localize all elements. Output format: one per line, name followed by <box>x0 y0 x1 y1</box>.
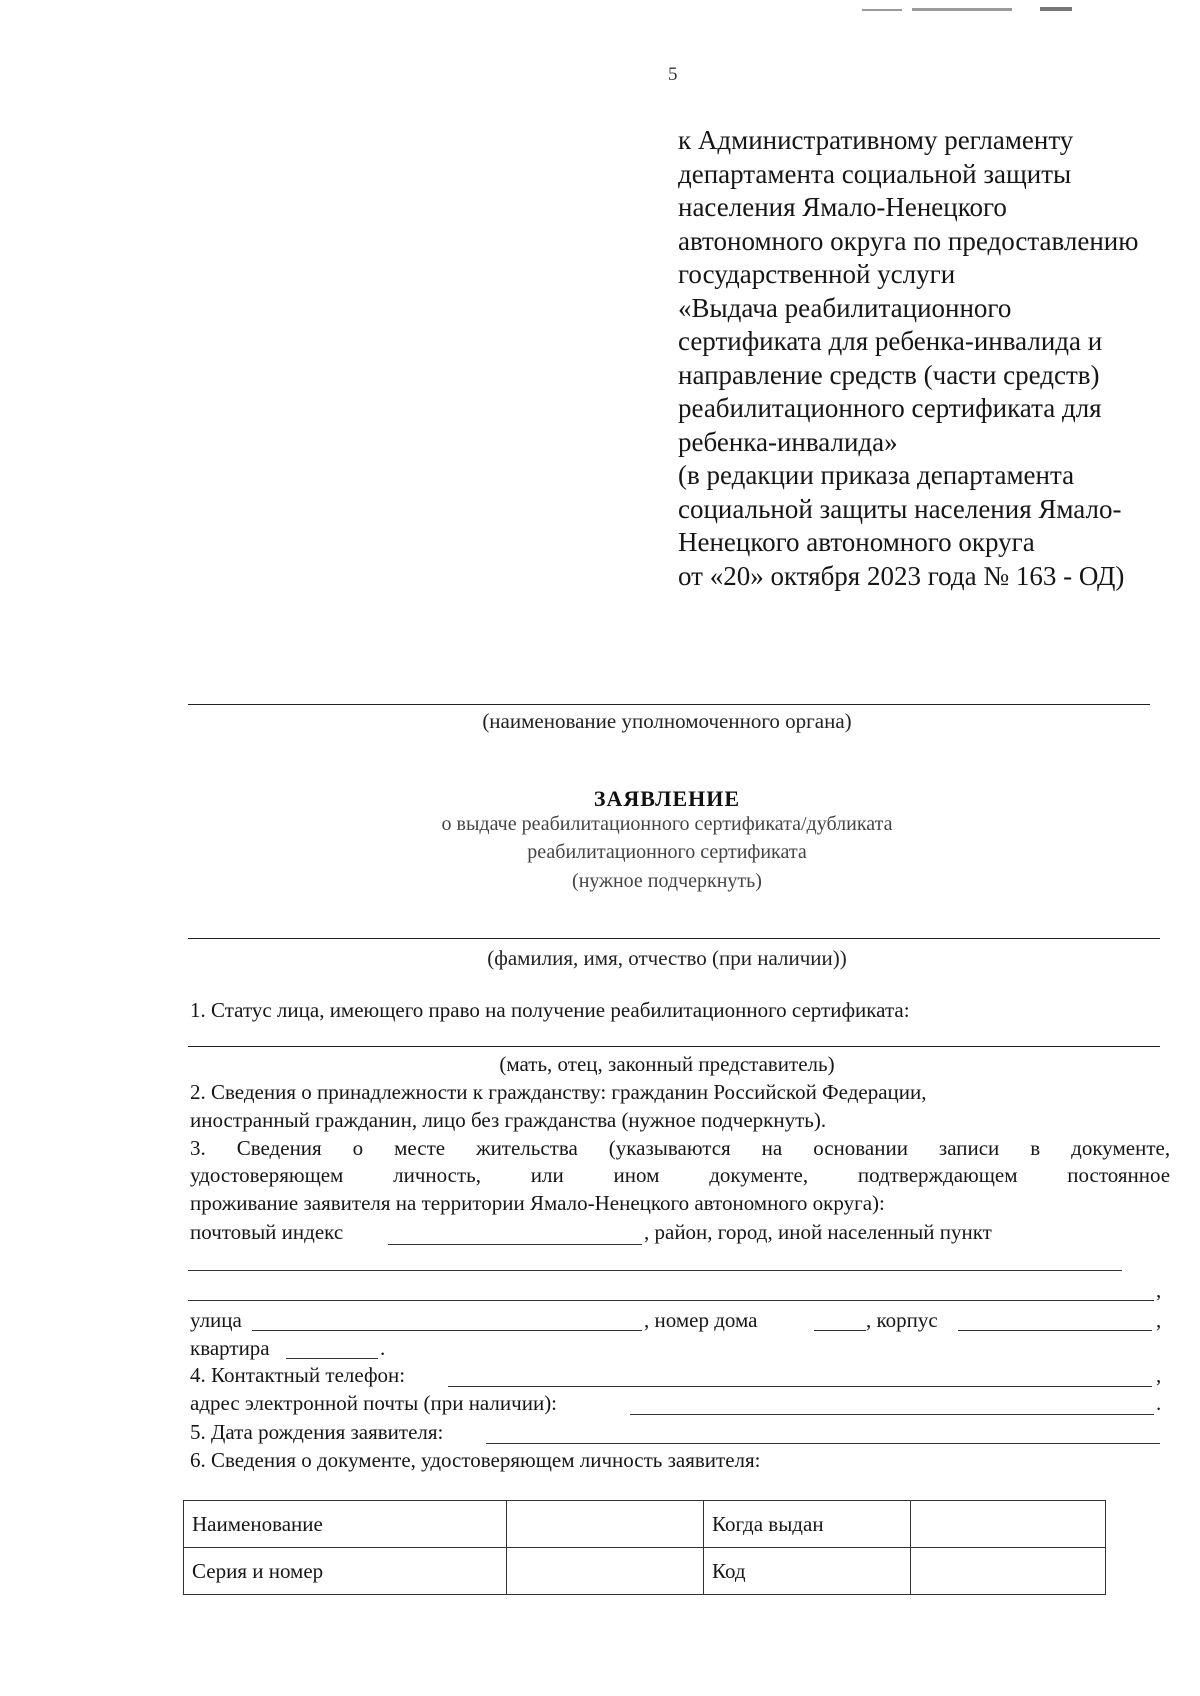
item-2-line: 2. Сведения о принадлежности к гражданству: гражданин Российской Федерации, <box>190 1080 927 1104</box>
appendix-block <box>678 124 1138 593</box>
building-comma: , <box>1156 1308 1162 1332</box>
building-label: , корпус <box>866 1308 938 1332</box>
table-cell-issued-label: Когда выдан <box>704 1501 911 1548</box>
postal-index-label: почтовый индекс <box>190 1220 344 1244</box>
authority-field-line[interactable] <box>188 704 1150 705</box>
appendix-line: от «20» октября 2023 года № 163 - ОД) <box>678 560 1125 591</box>
phone-comma: , <box>1156 1363 1162 1387</box>
birthdate-field[interactable] <box>486 1443 1160 1444</box>
appendix-line: социальной защиты населения Ямало- <box>678 493 1122 524</box>
house-number-field[interactable] <box>814 1330 866 1331</box>
id-document-table <box>183 1500 1106 1595</box>
street-label: улица <box>190 1308 242 1332</box>
apartment-label: квартира <box>190 1336 270 1360</box>
street-field[interactable] <box>252 1330 642 1331</box>
appendix-line: ребенка-инвалида» <box>678 426 898 457</box>
appendix-line: автономного округа по предоставлению <box>678 225 1139 256</box>
appendix-line: направление средств (части средств) <box>678 359 1100 390</box>
document-title: ЗАЯВЛЕНИЕ <box>593 786 741 811</box>
scan-mark <box>1040 7 1072 11</box>
apartment-period: . <box>380 1336 386 1360</box>
locality-field-line-1[interactable] <box>188 1270 1122 1271</box>
birthdate-label: 5. Дата рождения заявителя: <box>190 1420 444 1444</box>
table-cell-issued-value[interactable] <box>911 1501 1106 1548</box>
item-3-line-1: 3. Сведения о месте жительства (указываются на основании записи в документе, <box>190 1136 1171 1160</box>
appendix-line: Ненецкого автономного округа <box>678 527 1035 557</box>
appendix-line: (в редакции приказа департамента <box>678 460 1075 490</box>
appendix-line: реабилитационного сертификата для <box>678 393 1102 423</box>
table-row <box>184 1548 1106 1595</box>
table-cell-series-label: Серия и номер <box>184 1548 507 1595</box>
email-label: адрес электронной почты (при наличии): <box>190 1391 558 1415</box>
appendix-line: государственной услуги <box>678 259 956 289</box>
house-label: , номер дома <box>644 1308 758 1332</box>
appendix-line: сертификата для ребенка-инвалида и <box>678 326 1103 356</box>
fio-caption: (фамилия, имя, отчество (при наличии)) <box>487 946 847 970</box>
table-cell-code-value[interactable] <box>911 1548 1106 1595</box>
appendix-line: «Выдача реабилитационного <box>678 292 1012 323</box>
locality-field-line-2[interactable] <box>188 1300 1154 1301</box>
scan-mark <box>862 9 902 11</box>
phone-label: 4. Контактный телефон: <box>190 1363 406 1387</box>
item-3-line-2: удостоверяющем личность, или ином документе, подтверждающем постоянное <box>190 1163 1171 1187</box>
email-field[interactable] <box>630 1414 1154 1415</box>
table-cell-name-label: Наименование <box>184 1501 507 1548</box>
status-caption: (мать, отец, законный представитель) <box>499 1052 835 1076</box>
id-document-label: 6. Сведения о документе, удостоверяющем личность заявителя: <box>190 1448 761 1472</box>
item-1-text: 1. Статус лица, имеющего право на получение реабилитационного сертификата: <box>190 998 910 1022</box>
fio-field-line[interactable] <box>188 938 1160 939</box>
postal-index-field[interactable] <box>388 1244 642 1245</box>
locality-label: , район, город, иной населенный пункт <box>644 1220 992 1244</box>
phone-field[interactable] <box>448 1386 1152 1387</box>
locality-comma: , <box>1156 1278 1162 1302</box>
appendix-line: департамента социальной защиты <box>678 158 1072 189</box>
subtitle-line: о выдаче реабилитационного сертификата/дубликата <box>441 813 893 835</box>
status-field-line[interactable] <box>188 1046 1160 1047</box>
authority-caption: (наименование уполномоченного органа) <box>482 709 852 733</box>
appendix-line: к Административному регламенту <box>678 125 1074 155</box>
item-3-line-3: проживание заявителя на территории Ямало-Ненецкого автономного округа): <box>190 1191 885 1215</box>
building-field[interactable] <box>958 1330 1152 1331</box>
table-cell-series-value[interactable] <box>507 1548 704 1595</box>
apartment-field[interactable] <box>286 1358 378 1359</box>
subtitle-line: реабилитационного сертификата <box>527 841 807 863</box>
page-number: 5 <box>668 64 678 85</box>
subtitle-line: (нужное подчеркнуть) <box>572 870 762 892</box>
item-2-line: иностранный гражданин, лицо без гражданства (нужное подчеркнуть). <box>190 1108 827 1132</box>
table-cell-code-label: Код <box>704 1548 911 1595</box>
email-period: . <box>1156 1391 1162 1415</box>
scan-mark <box>912 8 1012 11</box>
appendix-line: населения Ямало-Ненецкого <box>678 192 1007 222</box>
table-cell-name-value[interactable] <box>507 1501 704 1548</box>
table-row <box>184 1501 1106 1548</box>
